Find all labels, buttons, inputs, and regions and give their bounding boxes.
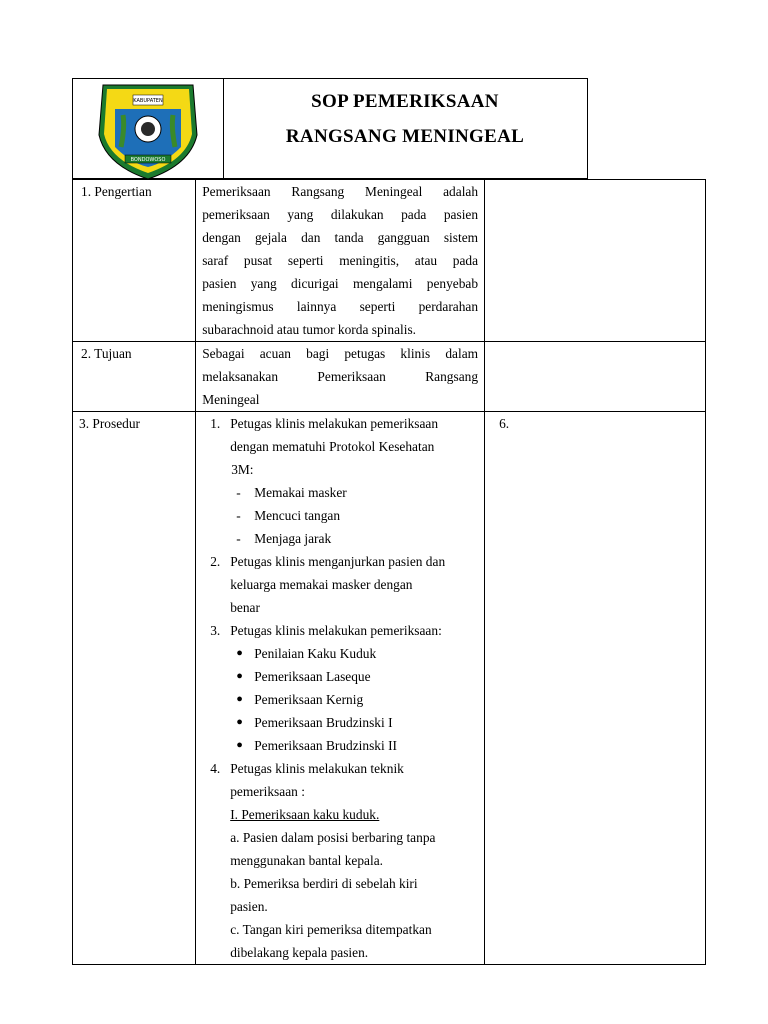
list-item	[202, 550, 478, 619]
list-item	[202, 527, 478, 550]
list-item	[202, 665, 478, 688]
page-title-line1: SOP PEMERIKSAAN	[311, 91, 499, 112]
text-line: benar	[230, 600, 260, 615]
section-heading: I. Pemeriksaan kaku kuduk.	[230, 807, 380, 822]
text-line: saraf pusat seperti meningitis, atau pada	[202, 253, 479, 268]
list-item	[202, 688, 478, 711]
text-line: subarachnoid atau tumor korda spinalis.	[202, 322, 417, 337]
sub-item-text: Pemeriksaan Brudzinski I	[254, 715, 393, 730]
dash-marker: -	[236, 531, 241, 546]
list-item	[202, 619, 478, 642]
sub-item-text: Pemeriksaan Kernig	[254, 692, 364, 707]
text-line: dengan gejala dan tanda gangguan sistem	[202, 230, 479, 245]
dash-marker: -	[236, 508, 241, 523]
bullet-marker: ●	[236, 739, 243, 751]
logo-text-top: KABUPATEN	[133, 98, 163, 104]
text-line: pasien yang dicurigai mengalami penyebab	[202, 276, 479, 291]
label-pengertian: 1. Pengertian	[73, 180, 196, 342]
step-number: 3.	[210, 623, 221, 638]
text-line: melaksanakan Pemeriksaan Rangsang	[202, 369, 479, 384]
step-number: 1.	[210, 416, 221, 431]
sub-item-text: Pemeriksaan Laseque	[254, 669, 371, 684]
right-note: 6.	[485, 412, 706, 965]
text-line: b. Pemeriksa berdiri di sebelah kiri	[230, 876, 418, 891]
list-item	[202, 504, 478, 527]
text-line: Sebagai acuan bagi petugas klinis dalam	[202, 346, 479, 361]
table-row-tujuan	[73, 342, 706, 412]
logo-cell	[73, 79, 224, 178]
sub-item-text: Menjaga jarak	[254, 531, 332, 546]
list-item	[202, 711, 478, 734]
list-item	[202, 412, 478, 481]
step-number: 4.	[210, 761, 221, 776]
bullet-marker: ●	[236, 670, 243, 682]
empty-cell	[485, 180, 706, 342]
list-item	[202, 734, 478, 757]
text-line: Petugas klinis menganjurkan pasien dan	[230, 554, 446, 569]
text-line: 3M:	[231, 462, 254, 477]
sub-item-text: Pemeriksaan Brudzinski II	[254, 738, 397, 753]
list-item	[202, 642, 478, 665]
text-line: Pemeriksaan Rangsang Meningeal adalah	[202, 184, 479, 199]
logo-text-bottom: BONDOWOSO	[130, 157, 166, 163]
text-line: c. Tangan kiri pemeriksa ditempatkan	[230, 922, 432, 937]
tujuan-content	[196, 342, 485, 412]
sop-table	[72, 179, 706, 965]
sub-item-text: Mencuci tangan	[254, 508, 341, 523]
sop-header	[72, 78, 588, 179]
title-cell	[223, 79, 587, 178]
prosedur-content	[196, 412, 485, 965]
label-tujuan: 2. Tujuan	[73, 342, 196, 412]
text-line: keluarga memakai masker dengan	[230, 577, 413, 592]
text-line: dengan mematuhi Protokol Kesehatan	[230, 439, 435, 454]
text-line: menggunakan bantal kepala.	[230, 853, 384, 868]
bullet-marker: ●	[236, 716, 243, 728]
table-row-prosedur	[73, 412, 706, 965]
bullet-marker: ●	[236, 647, 243, 659]
pengertian-content	[196, 180, 485, 342]
empty-cell	[485, 342, 706, 412]
regency-emblem-icon	[95, 77, 201, 181]
text-line: meningismus lainnya seperti perdarahan	[202, 299, 479, 314]
text-line: pemeriksaan :	[230, 784, 305, 799]
text-line: dibelakang kepala pasien.	[230, 945, 369, 960]
text-line: pemeriksaan yang dilakukan pada pasien	[202, 207, 479, 222]
text-line: Meningeal	[202, 392, 260, 407]
text-line: a. Pasien dalam posisi berbaring tanpa	[230, 830, 436, 845]
text-line: Petugas klinis melakukan teknik	[230, 761, 404, 776]
text-line: pasien.	[230, 899, 268, 914]
list-item	[202, 757, 478, 964]
label-prosedur: 3. Prosedur	[73, 412, 196, 965]
dash-marker: -	[236, 485, 241, 500]
text-line: Petugas klinis melakukan pemeriksaan:	[230, 623, 442, 638]
list-item	[202, 481, 478, 504]
text-line: Petugas klinis melakukan pemeriksaan	[230, 416, 439, 431]
step-number: 2.	[210, 554, 221, 569]
table-row-pengertian	[73, 180, 706, 342]
sub-item-text: Penilaian Kaku Kuduk	[254, 646, 377, 661]
bullet-marker: ●	[236, 693, 243, 705]
page-title-line2: RANGSANG MENINGEAL	[285, 126, 525, 147]
sub-item-text: Memakai masker	[254, 485, 347, 500]
